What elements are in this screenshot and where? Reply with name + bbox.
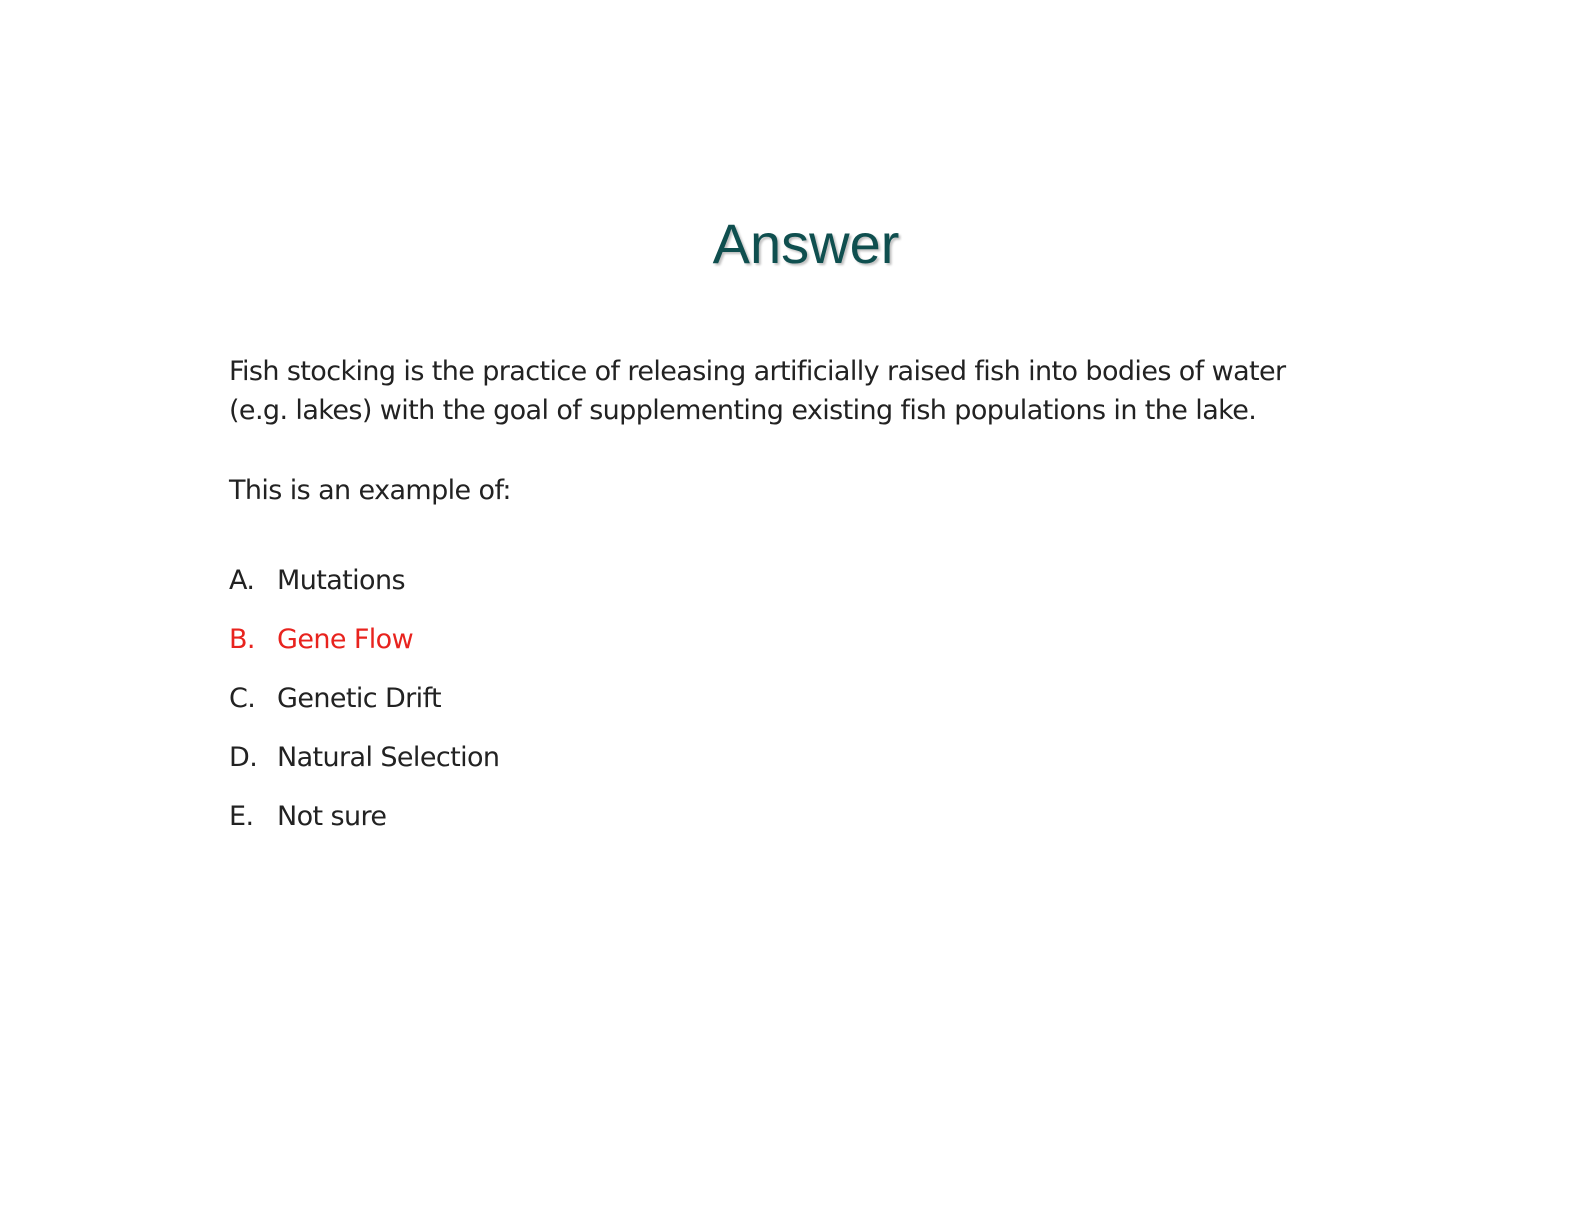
option-letter: C. (229, 683, 256, 714)
slide-title: Answer (712, 212, 900, 275)
option-c (229, 679, 499, 738)
option-letter: D. (229, 742, 258, 773)
option-a (229, 561, 499, 620)
option-text: Mutations (277, 565, 405, 596)
option-b-correct (229, 620, 499, 679)
option-letter: E. (229, 801, 254, 832)
option-text: Not sure (277, 801, 387, 832)
option-d (229, 738, 499, 797)
question-line-1: Fish stocking is the practice of releasing artificially raised fish into bodies of water (229, 356, 1286, 387)
option-text: Genetic Drift (277, 683, 441, 714)
option-e (229, 797, 499, 856)
question-text (229, 352, 1359, 430)
option-text: Natural Selection (277, 742, 500, 773)
question-prompt: This is an example of: (229, 475, 511, 506)
option-letter: A. (229, 565, 255, 596)
answer-options (229, 561, 499, 856)
option-letter: B. (229, 624, 255, 655)
question-line-2: (e.g. lakes) with the goal of supplementing existing fish populations in the lake. (229, 395, 1257, 426)
option-text: Gene Flow (277, 624, 414, 655)
